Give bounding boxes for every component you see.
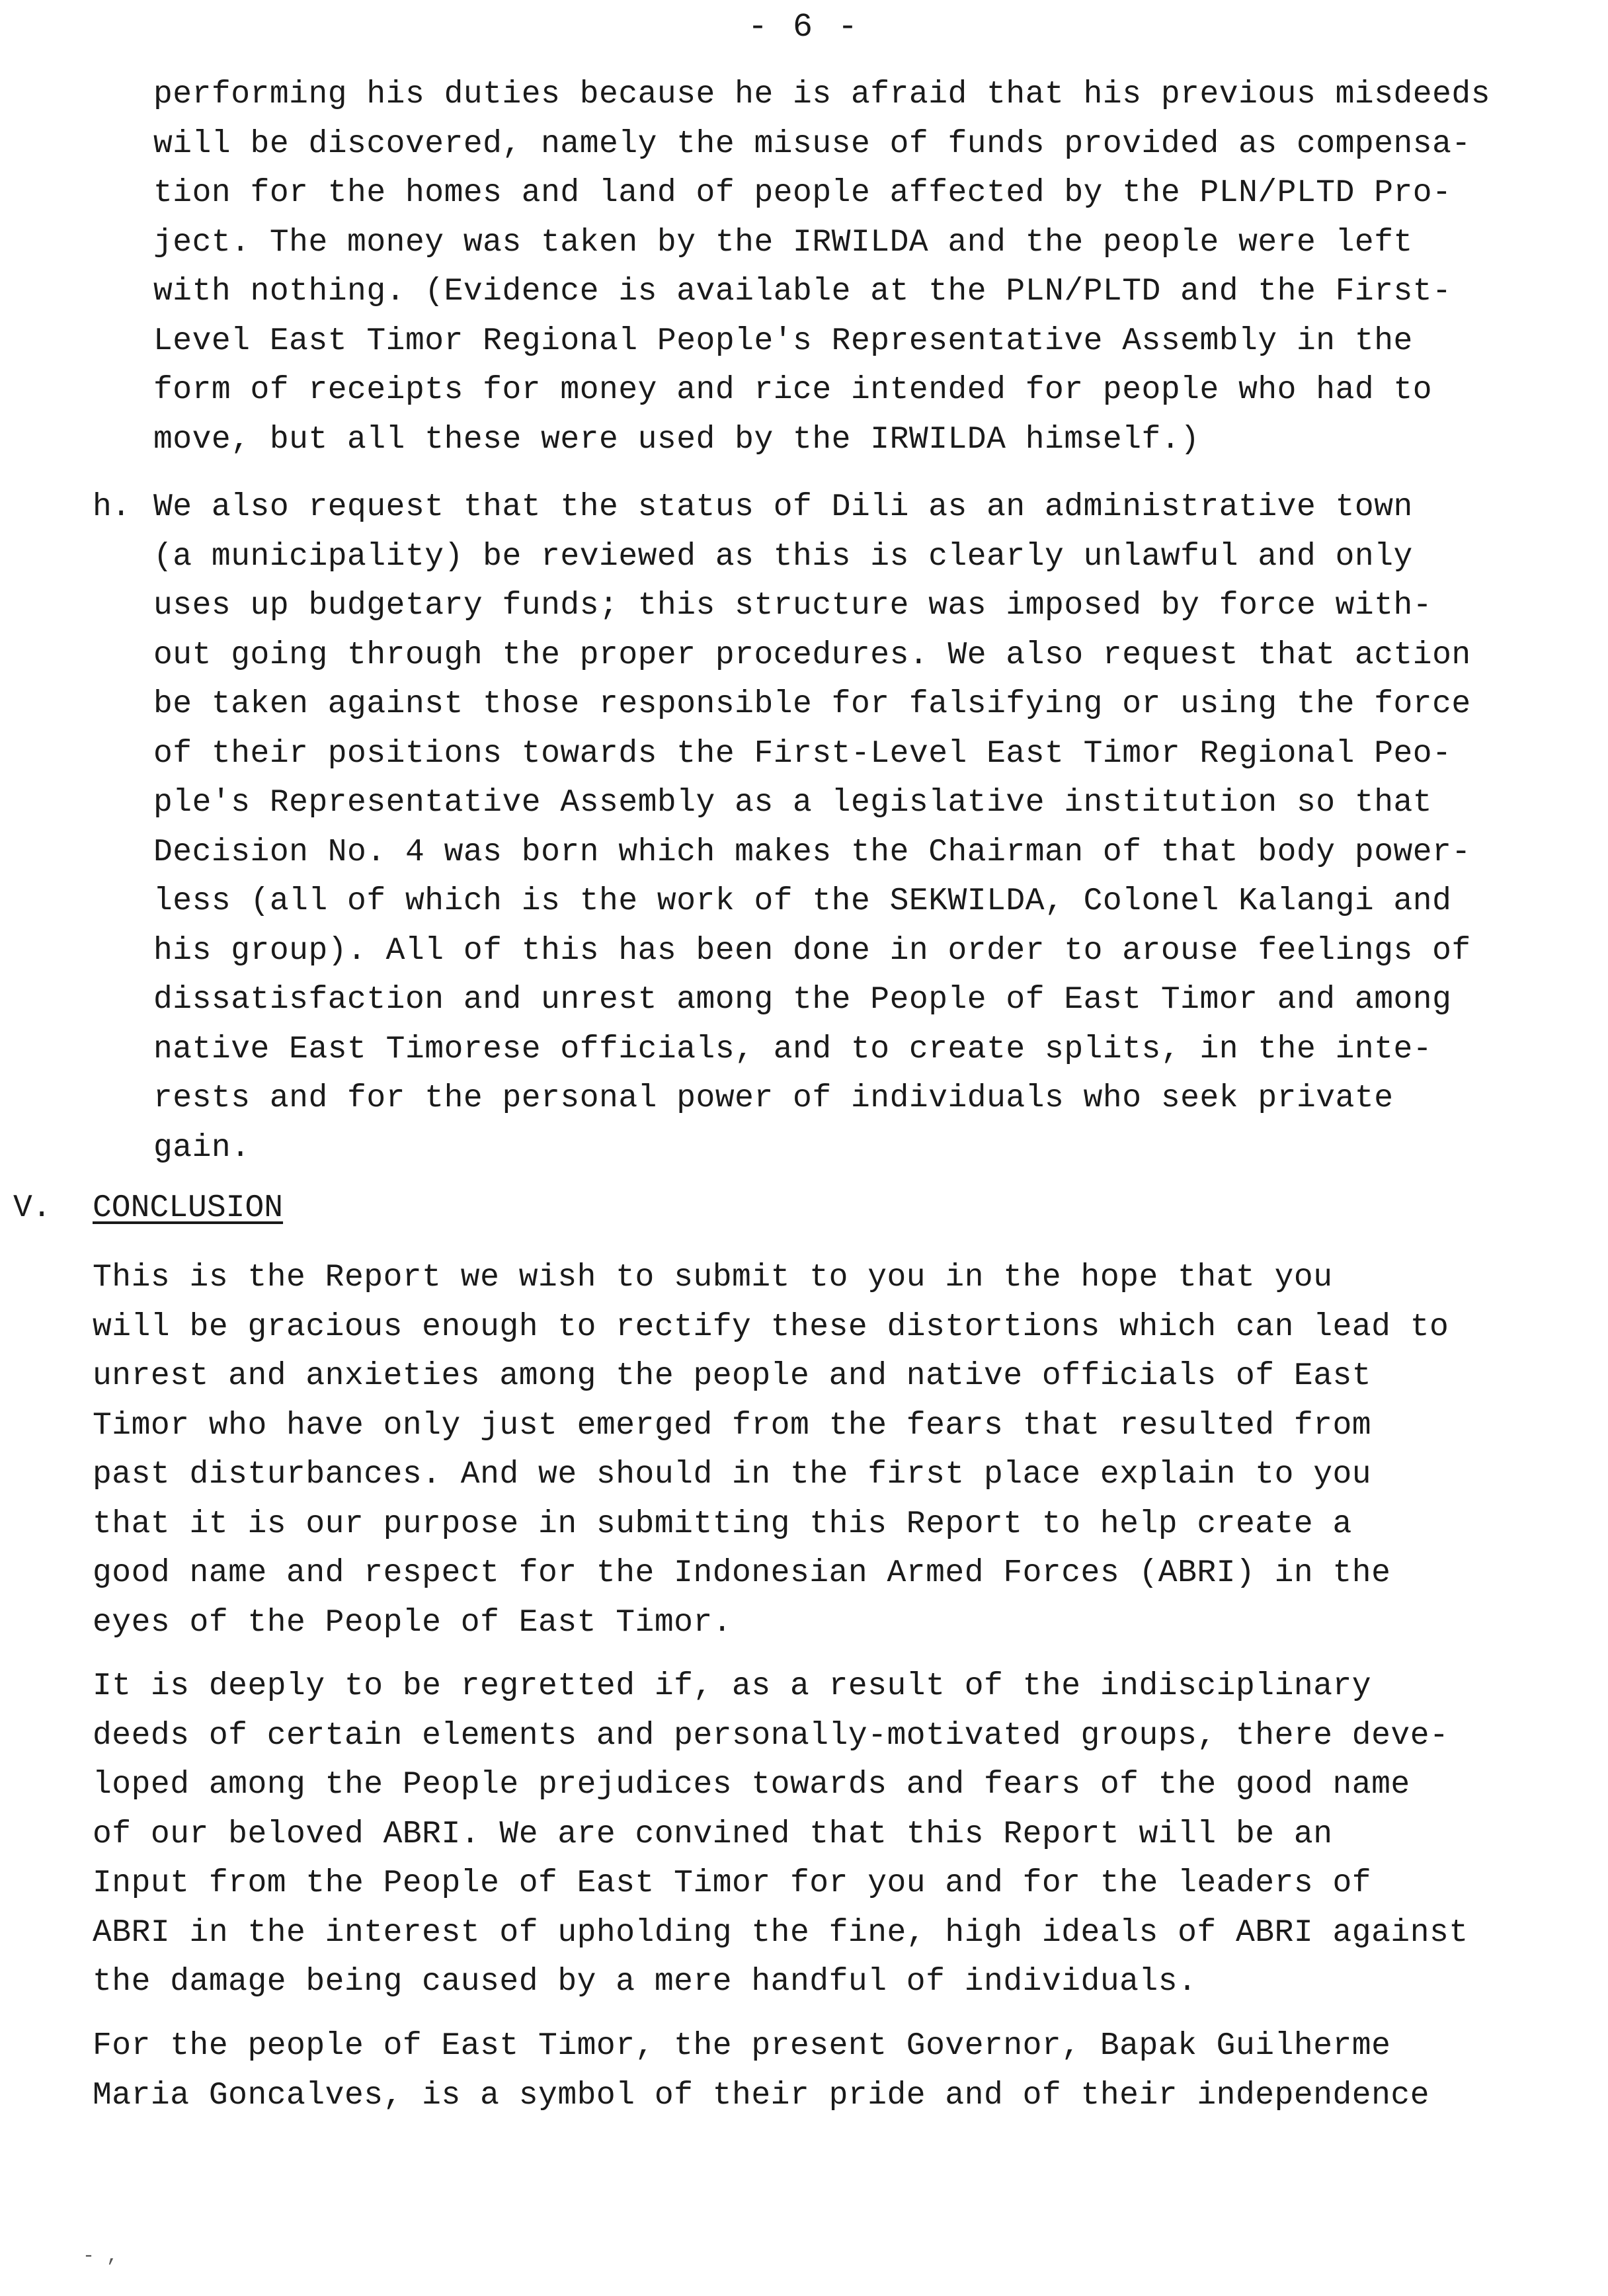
footer-mark: - , [83, 2245, 119, 2268]
section-title: CONCLUSION [93, 1190, 284, 1226]
list-item-marker: h. [93, 489, 131, 525]
continuation-paragraph: performing his duties because he is afraid that his previous misdeeds will be discovered, namely the misuse of funds provided as compensa- tion for the homes and land of people affected by the PLN/PLTD Pro- ject. The money was taken by the IRWILDA and the people were left with nothing. (Evidence is available at the PLN/PLTD and the First- Level East Timor Regional People's Representative Assembly in the form of receipts for money and rice intended for people who had to move, but all these were used by the IRWILDA himself.) [153, 77, 1491, 458]
section-number: V. [13, 1190, 52, 1226]
list-item-text: We also request that the status of Dili as an administrative town (a municipality) be reviewed as this is clearly unlawful and only uses up budgetary funds; this structure was imposed by force with- out going through the proper procedures. We also request that action be taken against those responsible for falsifying or using the force of their positions towards the First-Level East Timor Regional Peo- ple's Representative Assembly as a legislative institution so that Decision No. 4 was born which makes the Chairman of that body power- less (all of which is the work of the SEKWILDA, Colonel Kalangi and his group). All of this has been done in order to arouse feelings of dissatisfaction and unrest among the People of East Timor and among native East Timorese officials, and to create splits, in the inte- rests and for the personal power of individuals who seek private gain. [153, 489, 1471, 1166]
page-number: - 6 - [747, 9, 861, 46]
conclusion-paragraph: This is the Report we wish to submit to you in the hope that you will be gracious enough to rectify these distortions which can lead to unrest and anxieties among the people and native officials of East Timor who have only just emerged from the fears that resulted from past disturbances. And we should in the first place explain to you that it is our purpose in submitting this Report to help create a good name and respect for the Indonesian Armed Forces (ABRI) in the eyes of the People of East Timor. [93, 1260, 1449, 1641]
conclusion-paragraph: For the people of East Timor, the present Governor, Bapak Guilherme Maria Goncalves, is a symbol of their pride and of their independence [93, 2028, 1430, 2113]
conclusion-paragraph: It is deeply to be regretted if, as a result of the indisciplinary deeds of certain elements and personally-motivated groups, there deve- loped among the People prejudices towards and fears of the good name of our beloved ABRI. We are convined that this Report will be an Input from the People of East Timor for you and for the leaders of ABRI in the interest of upholding the fine, high ideals of ABRI against the damage being caused by a mere handful of individuals. [93, 1668, 1468, 2000]
